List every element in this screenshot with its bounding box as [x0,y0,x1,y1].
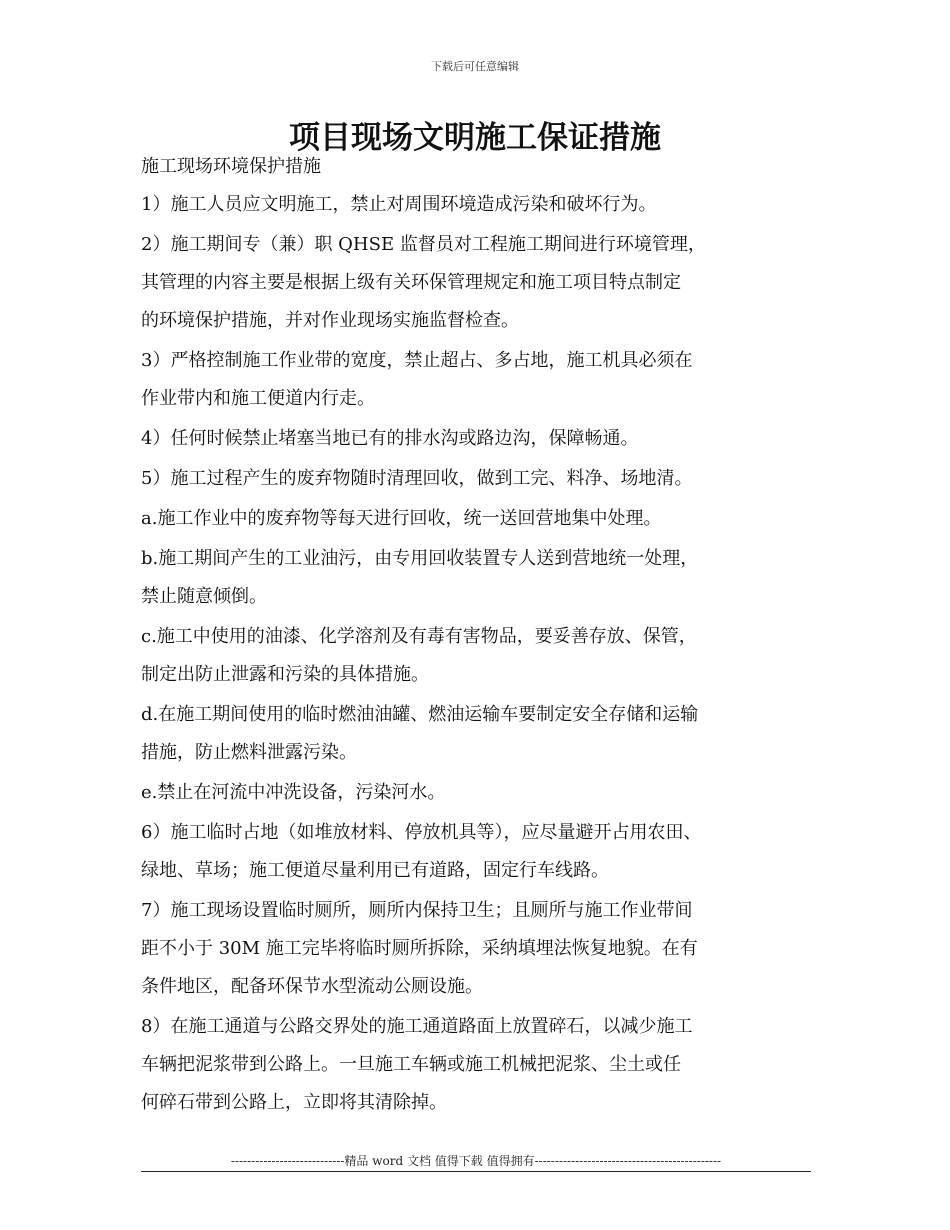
paragraph-line: 的环境保护措施，并对作业现场实施监督检查。 [141,310,519,331]
section-heading: 施工现场环境保护措施 [141,156,321,177]
header-note: 下载后可任意编辑 [431,60,519,73]
footer-rule [141,1171,811,1172]
paragraph-line: c.施工中使用的油漆、化学溶剂及有毒有害物品，要妥善存放、保管， [141,626,697,647]
paragraph [141,696,831,772]
paragraph-line: 绿地、草场；施工便道尽量利用已有道路，固定行车线路。 [141,860,609,881]
paragraph-line: 8）在施工通道与公路交界处的施工通道路面上放置碎石，以减少施工 [141,1016,693,1037]
document-title: 项目现场文明施工保证措施 [289,120,661,156]
paragraph-line: e.禁止在河流中冲洗设备，污染河水。 [141,782,446,803]
paragraph-line: 6）施工临时占地（如堆放材料、停放机具等），应尽量避开占用农田、 [141,822,702,843]
paragraph [141,618,831,694]
paragraph-line: 车辆把泥浆带到公路上。一旦施工车辆或施工机械把泥浆、尘土或任 [141,1054,681,1075]
paragraph-line: 7）施工现场设置临时厕所，厕所内保持卫生；且厕所与施工作业带间 [141,900,693,921]
paragraph-line: 作业带内和施工便道内行走。 [141,388,375,409]
footer-text: ----------------------------精品 word 文档 值得下载 值得拥有---------------------------------------------- [230,1154,722,1168]
paragraph-line: 其管理的内容主要是根据上级有关环保管理规定和施工项目特点制定 [141,272,681,293]
paragraph-line: 5）施工过程产生的废弃物随时清理回收，做到工完、料净、场地清。 [141,468,693,489]
paragraph-line: 距不小于 30M 施工完毕将临时厕所拆除，采纳填埋法恢复地貌。在有 [141,938,698,959]
paragraph [141,460,831,498]
paragraph [141,892,831,1006]
paragraph [141,774,831,812]
paragraph-line: 何碎石带到公路上，立即将其清除掉。 [141,1092,447,1113]
paragraph-line: 措施，防止燃料泄露污染。 [141,742,357,763]
paragraph [141,186,831,224]
paragraph-line: d.在施工期间使用的临时燃油油罐、燃油运输车要制定安全存储和运输 [141,704,699,725]
paragraph [141,814,831,890]
paragraph-line: 4）任何时候禁止堵塞当地已有的排水沟或路边沟，保障畅通。 [141,428,639,449]
paragraph-line: 制定出防止泄露和污染的具体措施。 [141,664,429,685]
document-body [141,186,831,1124]
paragraph-line: 2）施工期间专（兼）职 QHSE 监督员对工程施工期间进行环境管理， [141,234,706,255]
paragraph [141,540,831,616]
paragraph [141,420,831,458]
paragraph-line: 1）施工人员应文明施工，禁止对周围环境造成污染和破坏行为。 [141,194,657,215]
paragraph-line: 条件地区，配备环保节水型流动公厕设施。 [141,976,483,997]
paragraph [141,342,831,418]
paragraph [141,500,831,538]
paragraph-line: 禁止随意倾倒。 [141,586,267,607]
paragraph-line: b.施工期间产生的工业油污，由专用回收装置专人送到营地统一处理， [141,548,699,569]
paragraph [141,1008,831,1122]
paragraph [141,226,831,340]
paragraph-line: a.施工作业中的废弃物等每天进行回收，统一送回营地集中处理。 [141,508,662,529]
paragraph-line: 3）严格控制施工作业带的宽度，禁止超占、多占地，施工机具必须在 [141,350,693,371]
